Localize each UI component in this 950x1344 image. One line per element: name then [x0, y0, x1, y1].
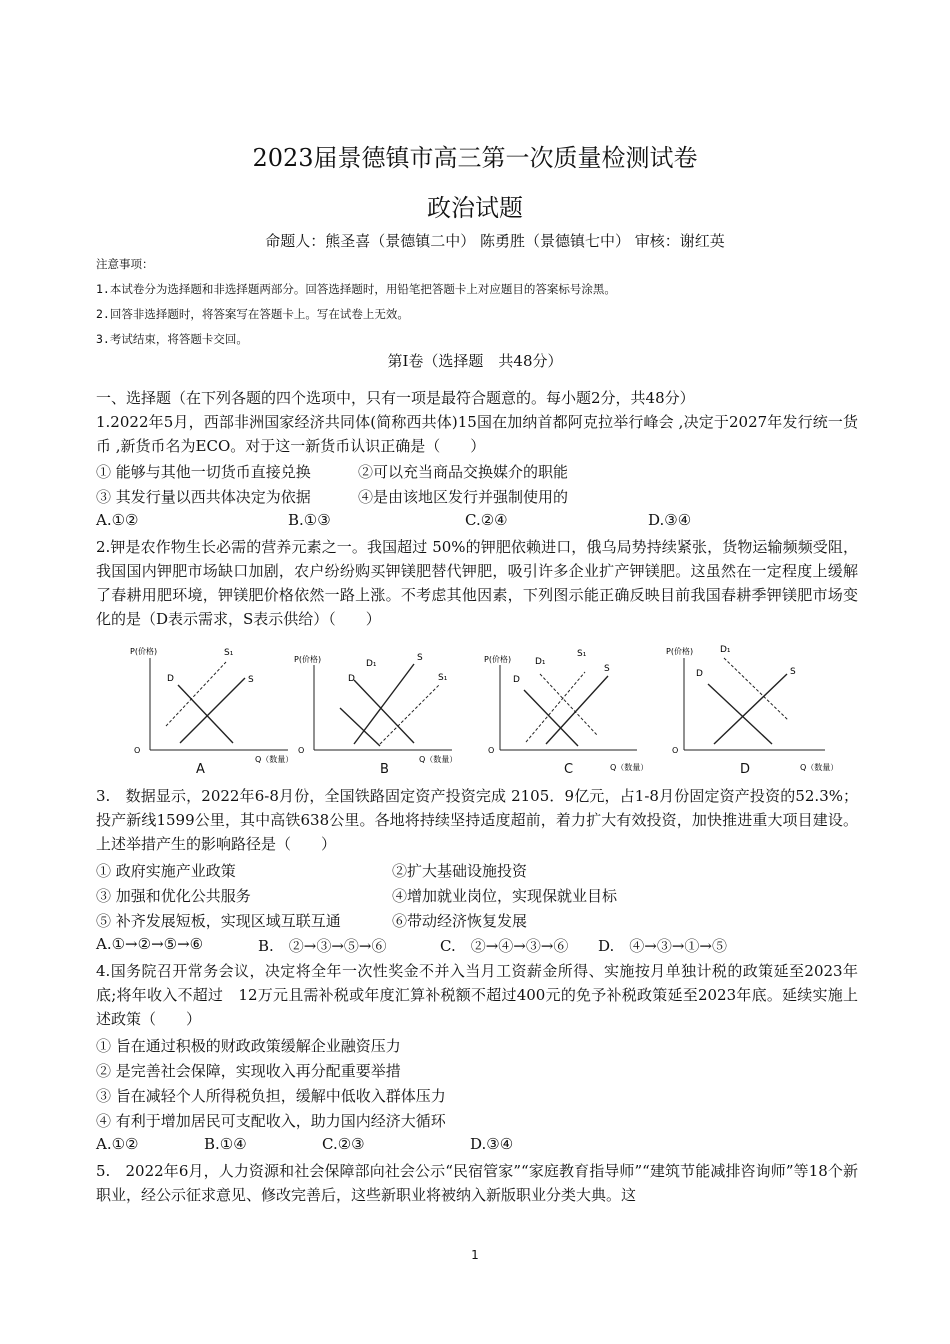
- graph-d-d1-label: D₁: [720, 645, 731, 655]
- graph-c-d-label: D: [513, 675, 520, 685]
- exam-title: 2023届景德镇市高三第一次质量检测试卷: [252, 144, 698, 172]
- graph-b-s1-label: S₁: [438, 673, 448, 683]
- q3-option-6: ⑥带动经济恢复发展: [392, 912, 528, 930]
- graph-a-caption: A: [196, 762, 205, 777]
- q4-option-1: ① 旨在通过积极的财政政策缓解企业融资压力: [96, 1037, 401, 1055]
- graph-d-q-label: Q（数量）: [800, 763, 839, 772]
- graph-c-p-label: P(价格): [484, 655, 512, 664]
- graph-b-p-label: P(价格): [294, 655, 322, 664]
- graph-a-p-label: P(价格): [130, 647, 158, 656]
- graph-b-q-label: Q（数量）: [419, 755, 458, 764]
- graph-c-origin: O: [488, 746, 495, 755]
- graph-a-s-label: S: [248, 675, 254, 685]
- section-instruction: 一、选择题（在下列各题的四个选项中，只有一项是最符合题意的。每小题2分，共48分）: [96, 389, 695, 407]
- page-number: 1: [471, 1248, 479, 1262]
- graph-d-demand-new: [724, 658, 788, 720]
- q1-answer-d: D.③④: [648, 511, 692, 529]
- graph-b-caption: B: [380, 762, 389, 777]
- graph-d-s-label: S: [790, 667, 796, 677]
- graph-a-origin: O: [134, 746, 141, 755]
- q1-stem: 1.2022年5月，西部非洲国家经济共同体(简称西共体)15国在加纳首都阿克拉举行峰会 ,决定于2027年发行统一货币 ,新货币名为ECO。对于这一新货币认识正确是（ ）: [96, 413, 858, 455]
- q1-option-1: ① 能够与其他一切货币直接兑换: [96, 463, 311, 481]
- graph-d-p-label: P(价格): [666, 647, 694, 656]
- graph-c-demand-new: [540, 674, 597, 735]
- q4-answer-b: B.①④: [204, 1135, 247, 1153]
- graph-b-supply: [354, 664, 414, 744]
- graph-b-supply-new: [380, 684, 440, 744]
- graph-d-caption: D: [740, 762, 751, 777]
- q3-answer-c: C. ②→④→③→⑥: [440, 937, 569, 955]
- graph-c-s-label: S: [604, 664, 610, 674]
- q4-answer-a: A.①②: [96, 1135, 139, 1153]
- graph-c-d1-label: D₁: [535, 657, 546, 667]
- note-item-2: 2.回答非选择题时，将答案写在答题卡上。写在试卷上无效。: [96, 307, 409, 321]
- graph-a-q-label: Q（数量）: [255, 755, 294, 764]
- graph-c-q-label: Q（数量）: [610, 763, 649, 772]
- graph-b-d1-label: D₁: [366, 659, 377, 669]
- subject-title: 政治试题: [427, 194, 523, 222]
- graph-c-supply-new: [526, 672, 585, 742]
- q1-option-4: ④是由该地区发行并强制使用的: [358, 488, 569, 506]
- section-title: 第Ⅰ卷（选择题 共48分）: [387, 352, 563, 370]
- q4-stem: 4.国务院召开常务会议，决定将全年一次性奖金不并入当月工资薪金所得、实施按月单独计税的政策延至2023年底;将年收入不超过 12万元且需补税或年度汇算补税额不超过400元的免予补税政策延至2023年底。延续实施上述政策（ ）: [96, 962, 858, 1028]
- q3-option-1: ① 政府实施产业政策: [96, 862, 236, 880]
- q3-stem: 3. 数据显示，2022年6-8月份，全国铁路固定资产投资完成 2105．9亿元，占1-8月份固定资产投资的52.3%；投产新线1599公里，其中高铁638公里。各地将持续坚持适度超前，着力扩大有效投资，加快推进重大项目建设。上述举措产生的影响路径是（ ）: [96, 787, 858, 853]
- note-item-3: 3.考试结束，将答题卡交回。: [96, 332, 248, 346]
- q3-option-3: ③ 加强和优化公共服务: [96, 887, 251, 905]
- q3-option-4: ④增加就业岗位，实现保就业目标: [392, 887, 618, 905]
- q1-option-2: ②可以充当商品交换媒介的职能: [358, 463, 569, 481]
- graph-a-demand: [178, 685, 233, 743]
- graph-a: [128, 640, 298, 765]
- graph-c-s1-label: S₁: [577, 649, 587, 659]
- q4-answer-d: D.③④: [470, 1135, 514, 1153]
- notes-heading: 注意事项：: [96, 257, 154, 271]
- q3-answer-a: A.①→②→⑤→⑥: [96, 935, 204, 953]
- graph-d-demand: [708, 684, 772, 744]
- graph-b: [292, 640, 462, 765]
- graph-d: [650, 640, 840, 772]
- graph-d-d-label: D: [696, 669, 703, 679]
- graph-c-supply: [546, 676, 608, 744]
- graph-a-supply-new: [166, 662, 226, 726]
- q4-option-2: ② 是完善社会保障，实现收入再分配重要举措: [96, 1062, 401, 1080]
- graph-a-d-label: D: [167, 674, 174, 684]
- q3-option-2: ②扩大基础设施投资: [392, 862, 528, 880]
- note-item-1: 1.本试卷分为选择题和非选择题两部分。回答选择题时，用铅笔把答题卡上对应题目的答案标号涂黑。: [96, 282, 616, 296]
- graph-b-demand: [340, 708, 380, 746]
- q1-answer-b: B.①③: [288, 511, 331, 529]
- q5-stem: 5. 2022年6月，人力资源和社会保障部向社会公示“民宿管家”“家庭教育指导师”“建筑节能减排咨询师”等18个新职业，经公示征求意见、修改完善后，这些新职业将被纳入新版职业分类大典。这: [96, 1162, 858, 1204]
- q3-answer-b: B. ②→③→⑤→⑥: [258, 937, 387, 955]
- graph-c: [462, 640, 649, 772]
- graph-a-supply: [180, 678, 245, 743]
- q1-option-3: ③ 其发行量以西共体决定为依据: [96, 488, 311, 506]
- q2-stem: 2.钾是农作物生长必需的营养元素之一。我国超过 50%的钾肥依赖进口，俄乌局势持续紧张，货物运输频频受阻，我国国内钾肥市场缺口加剧，农户纷纷购买钾镁肥替代钾肥，吸引许多企业扩产钾镁肥。这虽然在一定程度上缓解了春耕用肥环境，钾镁肥价格依然一路上涨。不考虑其他因素，下列图示能正确反映目前我国春耕季钾镁肥市场变化的是（D表示需求，S表示供给）（ ）: [96, 538, 858, 628]
- q4-answer-c: C.②③: [322, 1135, 365, 1153]
- graph-c-caption: C: [564, 762, 574, 777]
- q4-option-3: ③ 旨在减轻个人所得税负担，缓解中低收入群体压力: [96, 1087, 446, 1105]
- graph-b-demand-new: [354, 680, 414, 743]
- q4-option-4: ④ 有利于增加居民可支配收入，助力国内经济大循环: [96, 1112, 446, 1130]
- q1-answer-c: C.②④: [465, 511, 508, 529]
- authors-line: 命题人：熊圣喜（景德镇二中） 陈勇胜（景德镇七中） 审核：谢红英: [265, 232, 725, 250]
- q3-answer-d: D. ④→③→①→⑤: [598, 937, 727, 955]
- graph-a-s1-label: S₁: [224, 648, 234, 658]
- graph-b-d-label: D: [348, 674, 355, 684]
- q1-answer-a: A.①②: [96, 511, 139, 529]
- q3-option-5: ⑤ 补齐发展短板，实现区域互联互通: [96, 912, 341, 930]
- graph-d-origin: O: [672, 746, 679, 755]
- graph-b-origin: O: [298, 746, 305, 755]
- graph-b-s-label: S: [417, 653, 423, 663]
